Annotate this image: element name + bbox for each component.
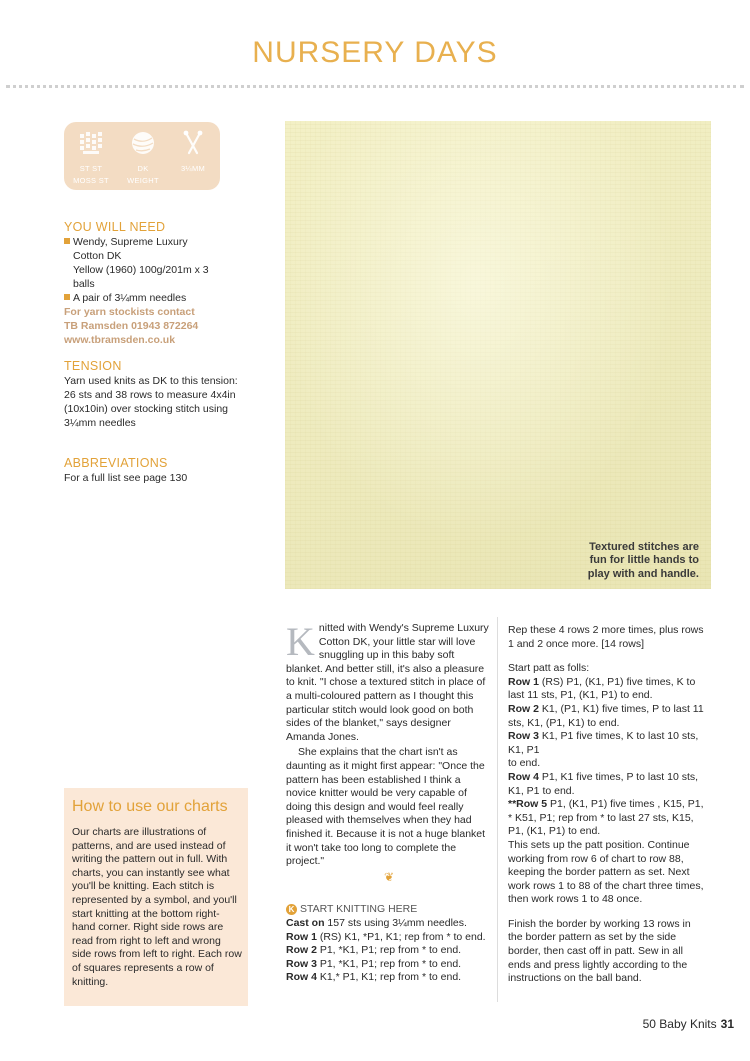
you-will-need-heading: YOU WILL NEED	[64, 220, 166, 234]
page-footer	[643, 1017, 734, 1031]
pattern-info-badge	[64, 122, 220, 190]
stitch-label-1: ST ST	[79, 164, 103, 173]
abbreviations-text: For a full list see page 130	[64, 472, 188, 484]
page-number: 31	[720, 1017, 734, 1031]
needle-label: 3¼MM	[180, 164, 206, 173]
start-knitting-instructions	[286, 917, 492, 985]
start-patt-text: Start patt as folls:	[508, 662, 590, 675]
k-marker-icon: K	[286, 904, 297, 915]
stockist-line-1: For yarn stockists contact	[64, 306, 195, 318]
patt-row-3: Row 3 K1, P1 five times, K to last 10 sts, K1, P1	[508, 730, 699, 756]
article-intro	[286, 619, 492, 886]
bullet-icon	[64, 238, 70, 244]
article-para-1: nitted with Wendy's Supreme Luxury Cotton DK, your little star will love snuggling up in this baby soft blanket. And better still, it's also a pleasure to knit. "I chose a textured stitch in place of a multi-coloured pattern as I thought this particular stitch would look good on both sides of the blanket," says designer Amanda Jones.	[286, 622, 489, 743]
knitting-needles-icon	[180, 130, 206, 156]
instruction-row-2: Row 2 P1, *K1, P1; rep from * to end.	[286, 944, 462, 957]
stockist-url[interactable]: www.tbramsden.co.uk	[64, 334, 176, 346]
page-title: NURSERY DAYS	[252, 36, 498, 69]
bullet-icon	[64, 294, 70, 300]
instruction-row-3: Row 3 P1, *K1, P1; rep from * to end.	[286, 957, 462, 970]
yarn-line-4: balls	[73, 278, 95, 290]
sets-up-text: This sets up the patt position. Continue working from row 6 of chart to row 88, keeping the border pattern as set. Next work rows 1 to 88 of the chart three times, then work rows 1 to 48 once.	[508, 838, 704, 906]
charts-body: Our charts are illustrations of patterns, and are used instead of writing the pattern out in full. With charts, you can instantly see what you'll be knitting. Each stitch is represented by a symbol, and you'll start knitting at the bottom right-hand corner. Right side rows are read from right to left and wrong side rows from left to right. Each row of squares represents a row of knitting.	[72, 826, 242, 988]
article-para-2: She explains that the chart isn't as daunting as it might first appear: "Once the pattern has been established I think a novice knitter would be very capable of doing this design and would feel really pleased with themselves when they had finished it. Because it is not a huge blanket it won't take too long to complete the project."	[286, 746, 486, 868]
tension-heading: TENSION	[64, 359, 122, 373]
stockist-line-2: TB Ramsden 01943 872264	[64, 320, 199, 332]
instruction-row-1: Row 1 (RS) K1, *P1, K1; rep from * to end.	[286, 930, 486, 943]
charts-info-box	[64, 788, 248, 1006]
abbreviations-heading: ABBREVIATIONS	[64, 456, 168, 470]
blanket-photo	[285, 121, 711, 589]
patt-row-4: Row 4 P1, K1 five times, P to last 10 sts, K1, P1 to end.	[508, 770, 699, 797]
charts-title: How to use our charts	[72, 798, 228, 815]
photo-caption: Textured stitches are fun for little hands to play with and handle.	[587, 540, 699, 580]
dotted-divider	[6, 85, 744, 88]
tension-text: Yarn used knits as DK to this tension: 26 sts and 38 rows to measure 4x4in (10x10in) over stocking stitch using 3¼mm needles	[64, 375, 238, 429]
you-will-need-list	[64, 235, 234, 347]
instruction-cast-on: Cast on 157 sts using 3¼mm needles.	[286, 917, 467, 929]
needle-info	[168, 130, 218, 173]
instruction-row-4: Row 4 K1,* P1, K1; rep from * to end.	[286, 971, 462, 984]
patt-row-5: **Row 5 P1, (K1, P1) five times , K15, P1, * K51, P1; rep from * to last 27 sts, K15, P1, (K1, P1) to end.	[508, 798, 704, 838]
column-divider	[497, 617, 498, 1002]
patt-row-3-tail: to end.	[508, 757, 541, 770]
start-knitting-heading	[286, 903, 417, 915]
yarn-line-2: Cotton DK	[73, 250, 122, 262]
ornament-icon: ❦	[383, 869, 395, 884]
weight-info	[118, 130, 168, 185]
pattern-instructions	[508, 624, 708, 986]
weight-label-2: WEIGHT	[127, 176, 159, 185]
magazine-name: 50 Baby Knits	[642, 1017, 717, 1031]
drop-cap: K	[286, 619, 315, 664]
patt-row-1: Row 1 (RS) P1, (K1, P1) five times, K to last 11 sts, P1, (K1, P1) to end.	[508, 675, 696, 702]
needles-line: A pair of 3¼mm needles	[73, 292, 187, 304]
stitch-info	[66, 130, 116, 185]
start-knitting-title: START KNITTING HERE	[300, 903, 418, 915]
yarn-line-1: Wendy, Supreme Luxury	[73, 236, 188, 248]
stitch-label-2: MOSS ST	[73, 176, 109, 185]
weight-label-1: DK	[137, 164, 149, 173]
yarn-line-3: Yellow (1960) 100g/201m x 3	[73, 264, 209, 276]
patt-row-2: Row 2 K1, (P1, K1) five times, P to last 11 sts, K1, (P1, K1) to end.	[508, 702, 704, 729]
repeat-text: Rep these 4 rows 2 more times, plus rows 1 and 2 once more. [14 rows]	[508, 624, 704, 650]
moss-stitch-icon	[78, 130, 104, 156]
yarn-ball-icon	[130, 130, 156, 156]
finish-text: Finish the border by working 13 rows in the border pattern as set by the side border, then cast off in patt. Sew in all ends and press lightly according to the instructions on the ball band.	[508, 917, 691, 985]
